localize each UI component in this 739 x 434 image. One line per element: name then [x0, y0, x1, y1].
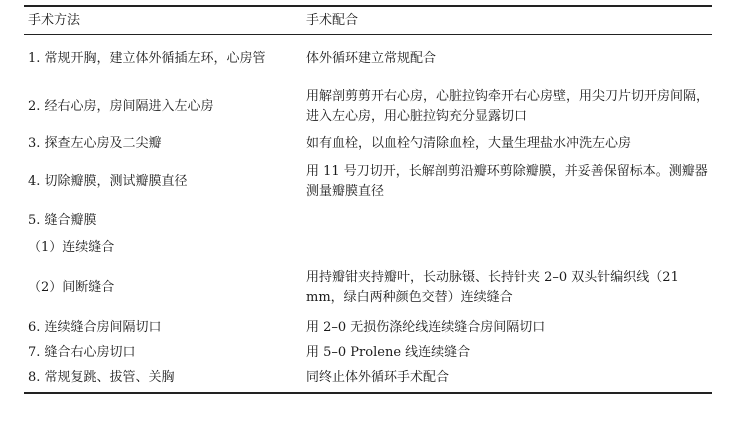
- method-cell: 3. 探查左心房及二尖瓣: [28, 135, 162, 151]
- cooperation-cell: 用解剖剪剪开右心房，心脏拉钩牵开右心房壁，用尖刀片切开房间隔，进入左心房，用心脏拉钩充分显露切口: [306, 88, 710, 124]
- cooperation-cell: 如有血栓，以血栓勺清除血栓，大量生理盐水冲洗左心房: [306, 135, 632, 151]
- table-row: [24, 365, 712, 393]
- header-method: 手术方法: [24, 6, 302, 35]
- table-row: [24, 83, 712, 131]
- cooperation-cell: 同终止体外循环手术配合: [302, 365, 712, 393]
- table-row: [24, 315, 712, 341]
- surgery-table-container: [24, 5, 712, 394]
- cooperation-cell: [302, 207, 712, 235]
- table-row: [24, 235, 712, 261]
- method-cell: （1）连续缝合: [28, 239, 115, 255]
- table-row: [24, 341, 712, 365]
- header-cooperation: 手术配合: [302, 6, 712, 35]
- method-cell: （2）间断缝合: [28, 279, 115, 295]
- table-row: [24, 35, 712, 83]
- table-body: [24, 35, 712, 393]
- method-cell: 1. 常规开胸，建立体外循插左环，心房管: [28, 50, 266, 66]
- method-cell: 6. 连续缝合房间隔切口: [28, 319, 162, 335]
- method-cell: 5. 缝合瓣膜: [28, 212, 97, 228]
- method-cell: 8. 常规复跳、拔管、关胸: [24, 365, 302, 393]
- table-row: [24, 131, 712, 157]
- cooperation-cell: 用 5–0 Prolene 线连续缝合: [306, 344, 471, 360]
- surgery-cooperation-table: [24, 5, 712, 394]
- method-cell: 4. 切除瓣膜，测试瓣膜直径: [28, 173, 188, 189]
- cooperation-cell: 用 11 号刀切开，长解剖剪沿瓣环剪除瓣膜，并妥善保留标本。测瓣器测量瓣膜直径: [306, 163, 708, 199]
- table-row: [24, 261, 712, 315]
- table-header-row: [24, 6, 712, 35]
- cooperation-cell: 用 2–0 无损伤涤纶线连续缝合房间隔切口: [306, 319, 546, 335]
- cooperation-cell: 体外循环建立常规配合: [306, 50, 437, 66]
- table-row: [24, 207, 712, 235]
- method-cell: 7. 缝合右心房切口: [28, 344, 136, 360]
- cooperation-cell: 用持瓣钳夹持瓣叶，长动脉镊、长持针夹 2–0 双头针编织线（21 mm，绿白两种颜色交替）连续缝合: [306, 269, 679, 305]
- cooperation-cell: [302, 235, 712, 261]
- table-row: [24, 157, 712, 207]
- method-cell: 2. 经右心房，房间隔进入左心房: [28, 98, 214, 114]
